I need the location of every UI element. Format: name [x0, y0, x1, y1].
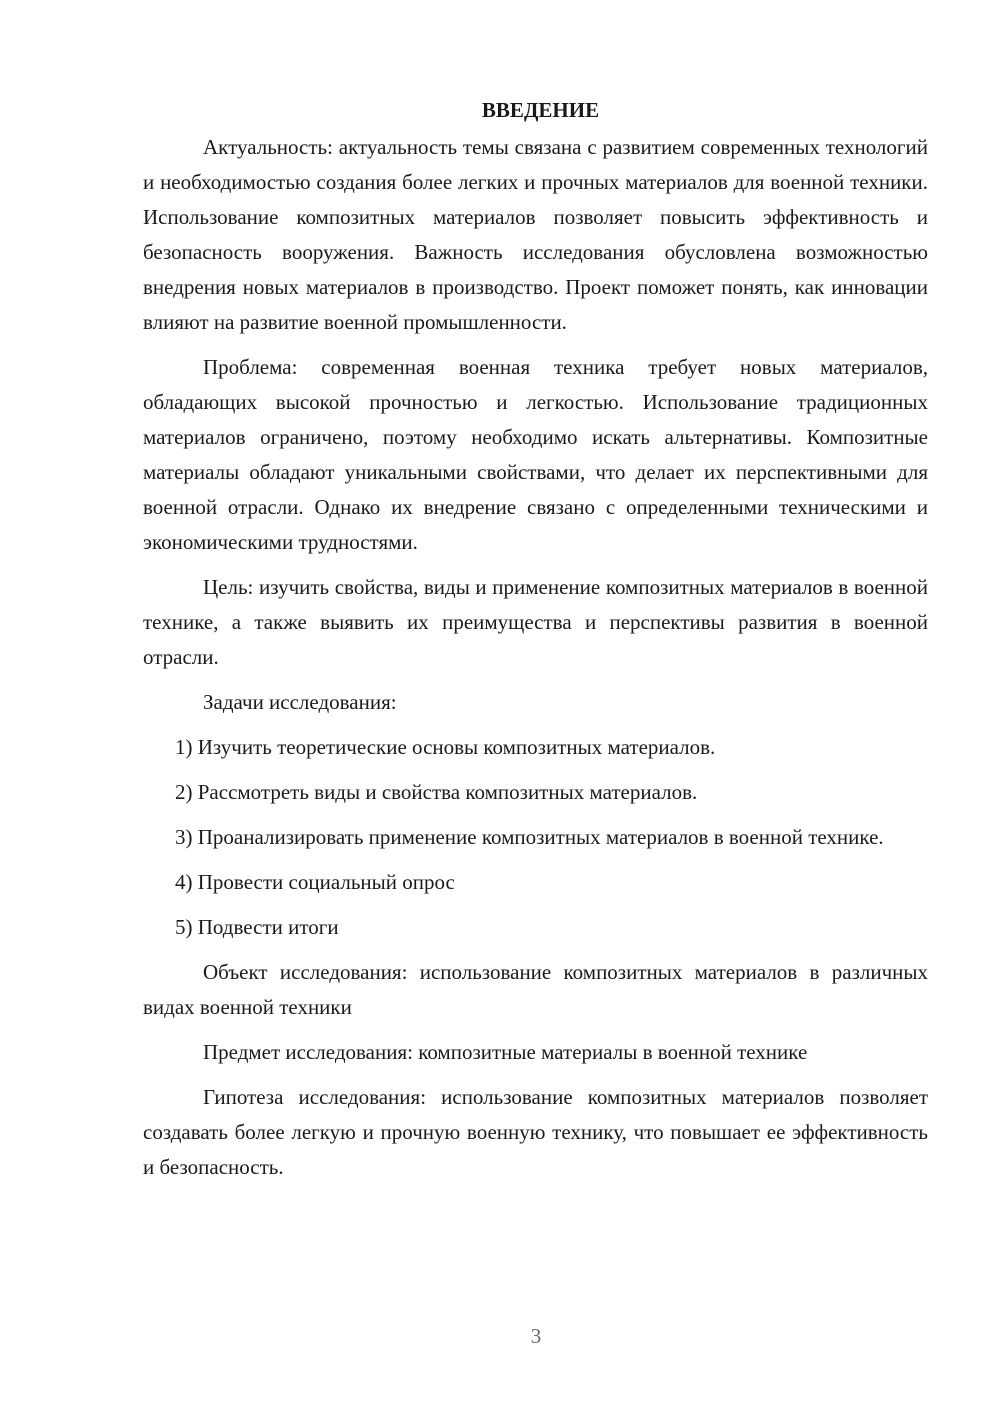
paragraph-hypothesis: Гипотеза исследования: использование композитных материалов позволяет создавать более легкую и прочную военную технику, что повышает ее эффективность и безопасность.: [143, 1085, 928, 1179]
task-item-5: 5) Подвести итоги: [175, 915, 339, 939]
task-item-3: 3) Проанализировать применение композитных материалов в военной технике.: [175, 825, 884, 849]
paragraph-goal: Цель: изучить свойства, виды и применение композитных материалов в военной технике, а также выявить их преимущества и перспективы развития в военной отрасли.: [143, 575, 928, 669]
page-content: [143, 93, 928, 1195]
task-item-1: 1) Изучить теоретические основы композитных материалов.: [175, 735, 716, 759]
paragraph-object: Объект исследования: использование композитных материалов в различных видах военной техники: [143, 960, 928, 1019]
task-item-4: 4) Провести социальный опрос: [175, 870, 455, 894]
page-title: ВВЕДЕНИЕ: [481, 98, 600, 122]
tasks-heading: Задачи исследования:: [203, 690, 397, 714]
paragraph-subject: Предмет исследования: композитные материалы в военной технике: [203, 1040, 808, 1064]
paragraph-relevance: Актуальность: актуальность темы связана с развитием современных технологий и необходимостью создания более легких и прочных материалов для военной техники. Использование композитных материалов позволяет повысить эффективность и безопасность вооружения. Важность исследования обусловлена возможностью внедрения новых материалов в производство. Проект поможет понять, как инновации влияют на развитие военной промышленности.: [143, 135, 928, 334]
page-number: 3: [530, 1324, 542, 1348]
task-item-2: 2) Рассмотреть виды и свойства композитных материалов.: [175, 780, 698, 804]
paragraph-problem: Проблема: современная военная техника требует новых материалов, обладающих высокой прочностью и легкостью. Использование традиционных материалов ограничено, поэтому необходимо искать альтернативы. Композитные материалы обладают уникальными свойствами, что делает их перспективными для военной отрасли. Однако их внедрение связано с определенными техническими и экономическими трудностями.: [143, 355, 928, 554]
